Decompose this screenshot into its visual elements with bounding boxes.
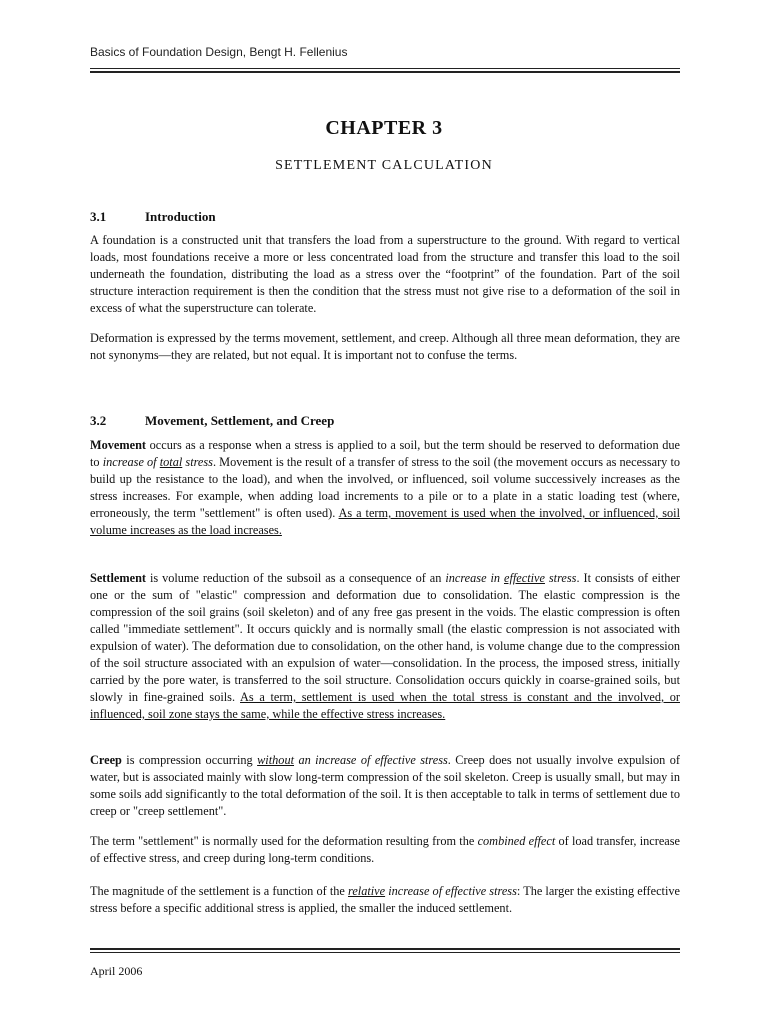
- intro-paragraph-1: A foundation is a constructed unit that transfers the load from a superstructure to the ground. With regard to vertical loads, most foundations receive a more or less concentrated load from the structure and transfer this load to the soil underneath the foundation, distributing the load as a stress over the “footprint” of the foundation. Part of the soil structure interaction requirement is then the condition that the stress must not give rise to a deformation of the soil in excess of what the superstructure can tolerate.: [90, 233, 680, 315]
- term-movement: Movement: [90, 438, 146, 452]
- paragraph-text: . It consists of either one or the sum of "elastic" compression and deformation due to consolidation. The elastic compression is the compression of the soil grains (soil skeleton) and of any free gas present in the voids. The elastic compression is often called "immediate settlement". It occurs quickly and is normally small (the elastic compression is not associated with expulsion of water). The deformation due to consolidation, on the other hand, is volume change due to the compression of the soil structure associated with an expulsion of water—consolidation. In the process, the imposed stress, initially carried by the pore water, is transferred to the soil structure. Consolidation occurs quickly in coarse-grained soils, but slowly in fine-grained soils.: [90, 571, 681, 704]
- section-title: Introduction: [145, 209, 216, 224]
- emphasis-text: combined effect: [477, 834, 556, 848]
- chapter-title: CHAPTER 3: [325, 117, 443, 139]
- emphasis-part: stress: [544, 571, 577, 585]
- emphasis-underlined: effective: [503, 571, 545, 585]
- paragraph-text: The term "settlement" is normally used for the deformation resulting from the: [90, 834, 478, 848]
- chapter-subtitle: SETTLEMENT CALCULATION: [275, 158, 493, 173]
- emphasis-part: an increase of effective stress: [294, 753, 448, 767]
- paragraph-text: The magnitude of the settlement is a function of the: [90, 884, 348, 898]
- underlined-definition: As a term, settlement is used when the total stress is constant and the involved, or influenced, soil zone stays the same, while the effective stress increases.: [90, 690, 680, 721]
- emphasis-text: [103, 455, 213, 469]
- intro-paragraph-2: Deformation is expressed by the terms movement, settlement, and creep. Although all three mean deformation, they are not synonyms—they are related, but not equal. It is important not to confuse the terms.: [90, 331, 680, 362]
- creep-paragraph: [90, 752, 680, 820]
- footer-rule-thick: [90, 948, 680, 950]
- paragraph-text: of load transfer, increase of effective stress, and creep during long-term conditions.: [90, 834, 681, 865]
- footer-rule-thin: [90, 952, 680, 953]
- section-number: 3.2: [90, 413, 107, 428]
- movement-paragraph: [90, 437, 680, 539]
- section-heading-3-1: [90, 209, 216, 225]
- section-number: 3.1: [90, 209, 107, 224]
- magnitude-paragraph: [90, 883, 680, 917]
- emphasis-part: increase of effective stress: [385, 884, 517, 898]
- emphasis-text: [348, 884, 517, 898]
- paragraph-text: . Movement is the result of a transfer of stress to the soil (the movement occurs as necessary to build up the resistance to the load), and when the involved, or influenced, soil volume successively increases as the stress increases. For example, when adding load increments to a pile or to a plate in a static loading test (where, erroneously, the term "settlement" is often used).: [90, 455, 681, 520]
- footer-date: April 2006: [90, 964, 143, 978]
- paragraph-text: . Creep does not usually involve expulsion of water, but is associated mainly with slow long-term compression of the soil skeleton. Creep is usually small, but may in some soils add significantly to the total deformation of the soil. It is then acceptable to talk in terms of settlement due to creep or "creep settlement".: [90, 753, 680, 818]
- emphasis-part: increase of: [102, 455, 160, 469]
- running-header: Basics of Foundation Design, Bengt H. Fellenius: [90, 45, 348, 59]
- paragraph-text: : The larger the existing effective stress before a specific additional stress is applied, the smaller the induced settlement.: [90, 884, 680, 915]
- emphasis-underlined: total: [159, 455, 183, 469]
- header-rule-thick: [90, 71, 680, 73]
- header-rule-thin: [90, 68, 680, 69]
- underlined-definition: As a term, movement is used when the involved, or influenced, soil volume increases as the load increases.: [90, 506, 680, 537]
- emphasis-underlined: relative: [347, 884, 386, 898]
- section-title: Movement, Settlement, and Creep: [145, 413, 335, 428]
- emphasis-text: [445, 571, 576, 585]
- emphasis-text: [257, 753, 448, 767]
- paragraph-text: occurs as a response when a stress is applied to a soil, but the term should be reserved to deformation due to: [90, 438, 680, 469]
- emphasis-underlined: without: [257, 753, 295, 767]
- settlement-paragraph: [90, 570, 680, 723]
- paragraph-text: is compression occurring: [121, 753, 258, 767]
- combined-effect-paragraph: [90, 833, 680, 867]
- section-heading-3-2: [90, 413, 334, 429]
- paragraph-text: is volume reduction of the subsoil as a consequence of an: [146, 571, 446, 585]
- term-creep: Creep: [90, 753, 122, 767]
- emphasis-part: increase in: [445, 571, 504, 585]
- emphasis-part: stress: [182, 455, 213, 469]
- term-settlement: Settlement: [90, 571, 146, 585]
